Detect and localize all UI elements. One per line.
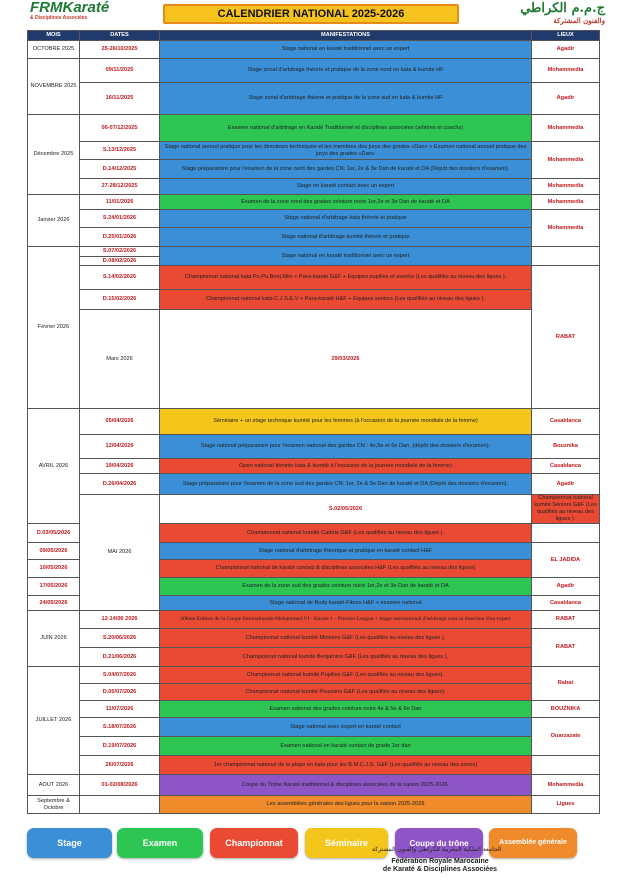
location-cell: RABAT: [532, 266, 600, 409]
event-cell: Stage national annuel pratique pour les directeurs techniques et les membres des jurys des grades «Dan» + Examen national annuel pratique des jurys des grades «Dan»: [160, 142, 532, 160]
date-cell: S.13/12/2025: [80, 142, 160, 160]
table-row: [28, 247, 600, 257]
table-row: [28, 701, 600, 718]
event-cell: Séminaire + un stage technique kumité pour les femmes (à l'occasion de la journée mondiale de la femme): [160, 409, 532, 435]
table-row: [28, 718, 600, 737]
location-cell: Casablanca: [532, 409, 600, 435]
date-cell: S.20/06/2026: [80, 629, 160, 648]
event-cell: Stage zonal d'arbitrage théorie et pratique de la zone sud en kata & kumite HF: [160, 83, 532, 115]
event-cell: Stage national d'arbitrage kata théorie et pratique: [160, 210, 532, 228]
month-cell: JUIN 2026: [28, 611, 80, 667]
month-cell: Mars 2026: [80, 310, 160, 409]
location-cell: RABAT: [532, 629, 600, 667]
table-row: [28, 83, 600, 115]
location-cell: Agadir: [532, 578, 600, 596]
date-cell: 11/07/2026: [80, 701, 160, 718]
location-cell: Casablanca: [532, 459, 600, 474]
table-row: [28, 611, 600, 629]
event-cell: Stage national en karaté traditionnel avec un expert: [160, 247, 532, 266]
date-cell: 09/05/2026: [28, 543, 80, 560]
table-row: [28, 310, 600, 409]
event-cell: Examen de la zone sud des grades ceinture noire 1er,2e et 3e Dan de karaté et DA: [160, 578, 532, 596]
legend-item-coupe-du-tr-ne: Coupe du trône: [395, 828, 483, 858]
location-cell: Mohammedia: [532, 179, 600, 195]
org-name-line2: de Karaté & Disciplines Associées: [382, 866, 498, 873]
event-cell: Stage national préparatoire pour l'examen national des gardes CN : 4e,5e et 6e Dan, (dépôt des dossiers d'examen).: [160, 435, 532, 459]
logo-sub: & Disciplines Associées: [30, 15, 88, 21]
date-cell: 25-26/10/2025: [80, 41, 160, 59]
date-cell: 12-14/06 2026: [80, 611, 160, 629]
legend-item-assemblée-générale: Assemblée générale: [489, 828, 577, 858]
date-cell: S.18/07/2026: [80, 718, 160, 737]
date-cell: D.25/01/2026: [80, 228, 160, 247]
legend: [27, 828, 599, 860]
event-cell: Stage national en karaté traditionnel avec un expert: [160, 41, 532, 59]
location-cell: Mohammedia: [532, 210, 600, 247]
month-cell: Décembre 2025: [28, 115, 80, 195]
table-row: [28, 210, 600, 228]
date-cell: 29/03/2026: [160, 310, 532, 409]
table-row: [28, 775, 600, 796]
date-cell: D.08/02/2026: [80, 257, 160, 266]
page-title: CALENDRIER NATIONAL 2025-2026: [163, 4, 459, 24]
arabic-logo: [520, 1, 605, 25]
table-row: [28, 195, 600, 210]
table-row: [28, 796, 600, 814]
table-row: [28, 474, 600, 495]
month-cell: Février 2026: [28, 247, 80, 409]
org-footer: [360, 858, 520, 874]
frmk-logo: [30, 1, 109, 21]
date-cell: D.21/06/2026: [80, 648, 160, 667]
table-row: [28, 59, 600, 83]
location-cell: Mohammedia: [532, 115, 600, 142]
location-cell: Ligues: [532, 796, 600, 814]
month-cell: Janvier 2026: [28, 195, 80, 247]
table-row: [28, 41, 600, 59]
table-row: [28, 290, 600, 310]
legend-item-stage: Stage: [27, 828, 112, 858]
table-row: [28, 435, 600, 459]
event-cell: Examen national des grades ceinture noire 4e & 5e & 6e Dan: [160, 701, 532, 718]
org-stamp: الجامعة الملكية المغربية للكراطي والفنون المشتركة: [372, 846, 502, 853]
event-cell: Championnat national kumité Poussins G&F (Les qualifiés au niveau des ligues).: [160, 684, 532, 701]
date-cell: S.14/02/2026: [80, 266, 160, 290]
event-cell: Coupe du Trône Karaté traditionnel & disciplines associées de la saison 2025-2026.: [160, 775, 532, 796]
event-cell: Championnat national kumité Pupilles G&F (Les qualifiés au niveau des ligues).: [160, 667, 532, 684]
table-row: [28, 459, 600, 474]
table-row: [28, 629, 600, 648]
date-cell: 06-07/12/2025: [80, 115, 160, 142]
table-row: [28, 667, 600, 684]
date-cell: 01-02/08/2026: [80, 775, 160, 796]
table-row: [28, 266, 600, 290]
date-cell: D.05/07/2026: [80, 684, 160, 701]
calendar-body: [28, 41, 600, 814]
date-cell: D.19/07/2026: [80, 737, 160, 756]
date-cell: [80, 796, 160, 814]
location-cell: Mohammedia: [532, 142, 600, 179]
location-cell: Ouarzazate: [532, 718, 600, 756]
table-row: [28, 737, 600, 756]
event-cell: Stage national d'arbitrage kumité théorie et pratique: [160, 228, 532, 247]
month-cell: MAI 2026: [80, 495, 160, 611]
event-cell: Championnat national de karaté contact & disciplines associées H&F (Les qualifiés au niveau des ligues): [160, 560, 532, 578]
event-cell: Open national féminin kata & kumité à l'occasion de la journée mondiale de la femme): [160, 459, 532, 474]
event-cell: Championnat national kumité Benjamins G&F (Les qualifiés au niveau des ligues ).: [160, 648, 532, 667]
event-cell: Championnat national kata Po.Pu.Benj.Mini + Para-karaté G&F + Equipes pupilles et avenirs (Les qualifiés au niveau des ligues ).: [160, 266, 532, 290]
event-cell: Stage préparatoire pour l'examen de la zone nord des gardes CN: 1er, 2e & 3e Dan de karaté et DA (Dépôt des dossiers d'examen).: [160, 160, 532, 179]
location-cell: Agadir: [532, 83, 600, 115]
location-cell: [532, 756, 600, 775]
date-cell: D.15/02/2026: [80, 290, 160, 310]
org-name-line1: Fédération Royale Marocaine: [391, 858, 489, 865]
column-header-mois: MOIS: [28, 31, 80, 41]
event-cell: Stage zonal d'arbitrage théorie et pratique de la zone nord en kata & kumite HF: [160, 59, 532, 83]
date-cell: 10/05/2026: [28, 560, 80, 578]
column-header-dates: DATES: [80, 31, 160, 41]
date-cell: 11/01/2026: [80, 195, 160, 210]
arabic-logo-sub: والفنون المشتركة: [553, 16, 605, 25]
month-cell: JUILLET 2026: [28, 667, 80, 775]
event-cell: Les assemblées générales des ligues pour la saison 2025-2026: [160, 796, 532, 814]
location-cell: Mohammedia: [532, 775, 600, 796]
event-cell: Examen national en karaté contact de grade 1er dan: [160, 737, 532, 756]
location-cell: Agadir: [532, 474, 600, 495]
location-cell: [532, 247, 600, 266]
table-row: [28, 756, 600, 775]
table-row: [28, 179, 600, 195]
month-cell: OCTOBRE 2025: [28, 41, 80, 59]
location-cell: Rabat: [532, 667, 600, 701]
date-cell: 24/05/2026: [28, 596, 80, 611]
event-cell: Championnat national kumité Minimes G&F (Les qualifiés au niveau des ligues ).: [160, 629, 532, 648]
legend-item-championnat: Championnat: [210, 828, 298, 858]
month-cell: Septembre & Octobre: [28, 796, 80, 814]
legend-item-séminaire: Séminaire: [305, 828, 388, 858]
table-row: [28, 115, 600, 142]
location-cell: Bouznika: [532, 435, 600, 459]
location-cell: Agadir: [532, 41, 600, 59]
column-header-manifestations: MANIFESTATIONS: [160, 31, 532, 41]
location-cell: Mohammedia: [532, 195, 600, 210]
date-cell: 16/11/2025: [80, 83, 160, 115]
event-cell: Examen de la zone nord des grades ceinture noire 1er,2e et 3e Dan de karaté et DA: [160, 195, 532, 210]
table-row: [28, 228, 600, 247]
event-cell: Stage national avec expert en karaté contact: [160, 718, 532, 737]
event-cell: Examen national d'arbitrage en Karaté Traditionnel et disciplines associées (arbitres et coachs): [160, 115, 532, 142]
column-header-lieux: LIEUX: [532, 31, 600, 41]
date-cell: S.04/07/2026: [80, 667, 160, 684]
event-cell: Championnat national kumité Cadets G&F (Les qualifiés au niveau des ligues ).: [160, 524, 532, 543]
date-cell: 17/05/2026: [28, 578, 80, 596]
event-cell: Stage en karaté contact avec un expert: [160, 179, 532, 195]
logo-main: FRMKaraté: [30, 0, 110, 16]
date-cell: 12/04/2026: [80, 435, 160, 459]
month-cell: AVRIL 2026: [28, 409, 80, 524]
location-cell: RABAT: [532, 611, 600, 629]
date-cell: 27-28/12/2025: [80, 179, 160, 195]
calendar-table: [27, 30, 600, 814]
page-header: [0, 0, 625, 28]
table-row: [28, 160, 600, 179]
date-cell: S.02/05/2026: [160, 495, 532, 524]
legend-item-examen: Examen: [117, 828, 203, 858]
table-row: [28, 495, 600, 524]
date-cell: D.03/05/2026: [28, 524, 80, 543]
event-cell: 20ème Edition de la Coupe Internationale Mohammed VI - Karate 1 - Premier League + Stage international d'arbitrage sous la direction d'un expert: [160, 611, 532, 629]
event-cell: Championnat national kata C.J.S.E.V + Para-karaté H&F + Equipes seniors (Les qualifiés au niveau des ligues ).: [160, 290, 532, 310]
month-cell: NOVEMBRE 2025: [28, 59, 80, 115]
month-cell: AOUT 2026: [28, 775, 80, 796]
location-cell: BOUZNIKA: [532, 701, 600, 718]
date-cell: S.07/02/2026: [80, 247, 160, 257]
date-cell: S.24/01/2026: [80, 210, 160, 228]
location-cell: EL JADIDA: [532, 543, 600, 578]
event-cell: Championnat national kumité Séniors G&F (Les qualifiés au niveau des ligues ).: [532, 495, 600, 524]
table-row: [28, 142, 600, 160]
event-cell: Stage préparatoire pour l'examen de la zone sud des gardes CN: 1er, 2e & 3e Dan de karaté et DA (Dépôt des dossiers d'examen).: [160, 474, 532, 495]
table-row: [28, 409, 600, 435]
event-cell: 1er championnat national de la plage en kata pour les B.M.C.J.S. G&F (Les qualifiés au niveau des zones): [160, 756, 532, 775]
location-cell: Mohammedia: [532, 59, 600, 83]
table-header-row: [28, 31, 600, 41]
arabic-logo-main: ج.م.م الكراطي: [520, 1, 605, 16]
date-cell: D.26/04/2026: [80, 474, 160, 495]
event-cell: Stage national de Body karaté-Fitnes H&F + examen national: [160, 596, 532, 611]
table-row: [28, 648, 600, 667]
date-cell: 05/04/2026: [80, 409, 160, 435]
location-cell: Casablanca: [532, 596, 600, 611]
date-cell: 26/07/2026: [80, 756, 160, 775]
date-cell: 19/04/2026: [80, 459, 160, 474]
event-cell: Stage national d'arbitrage théorique et pratique en karaté contact H&F: [160, 543, 532, 560]
date-cell: D.14/12/2025: [80, 160, 160, 179]
date-cell: 09/11/2025: [80, 59, 160, 83]
table-row: [28, 684, 600, 701]
